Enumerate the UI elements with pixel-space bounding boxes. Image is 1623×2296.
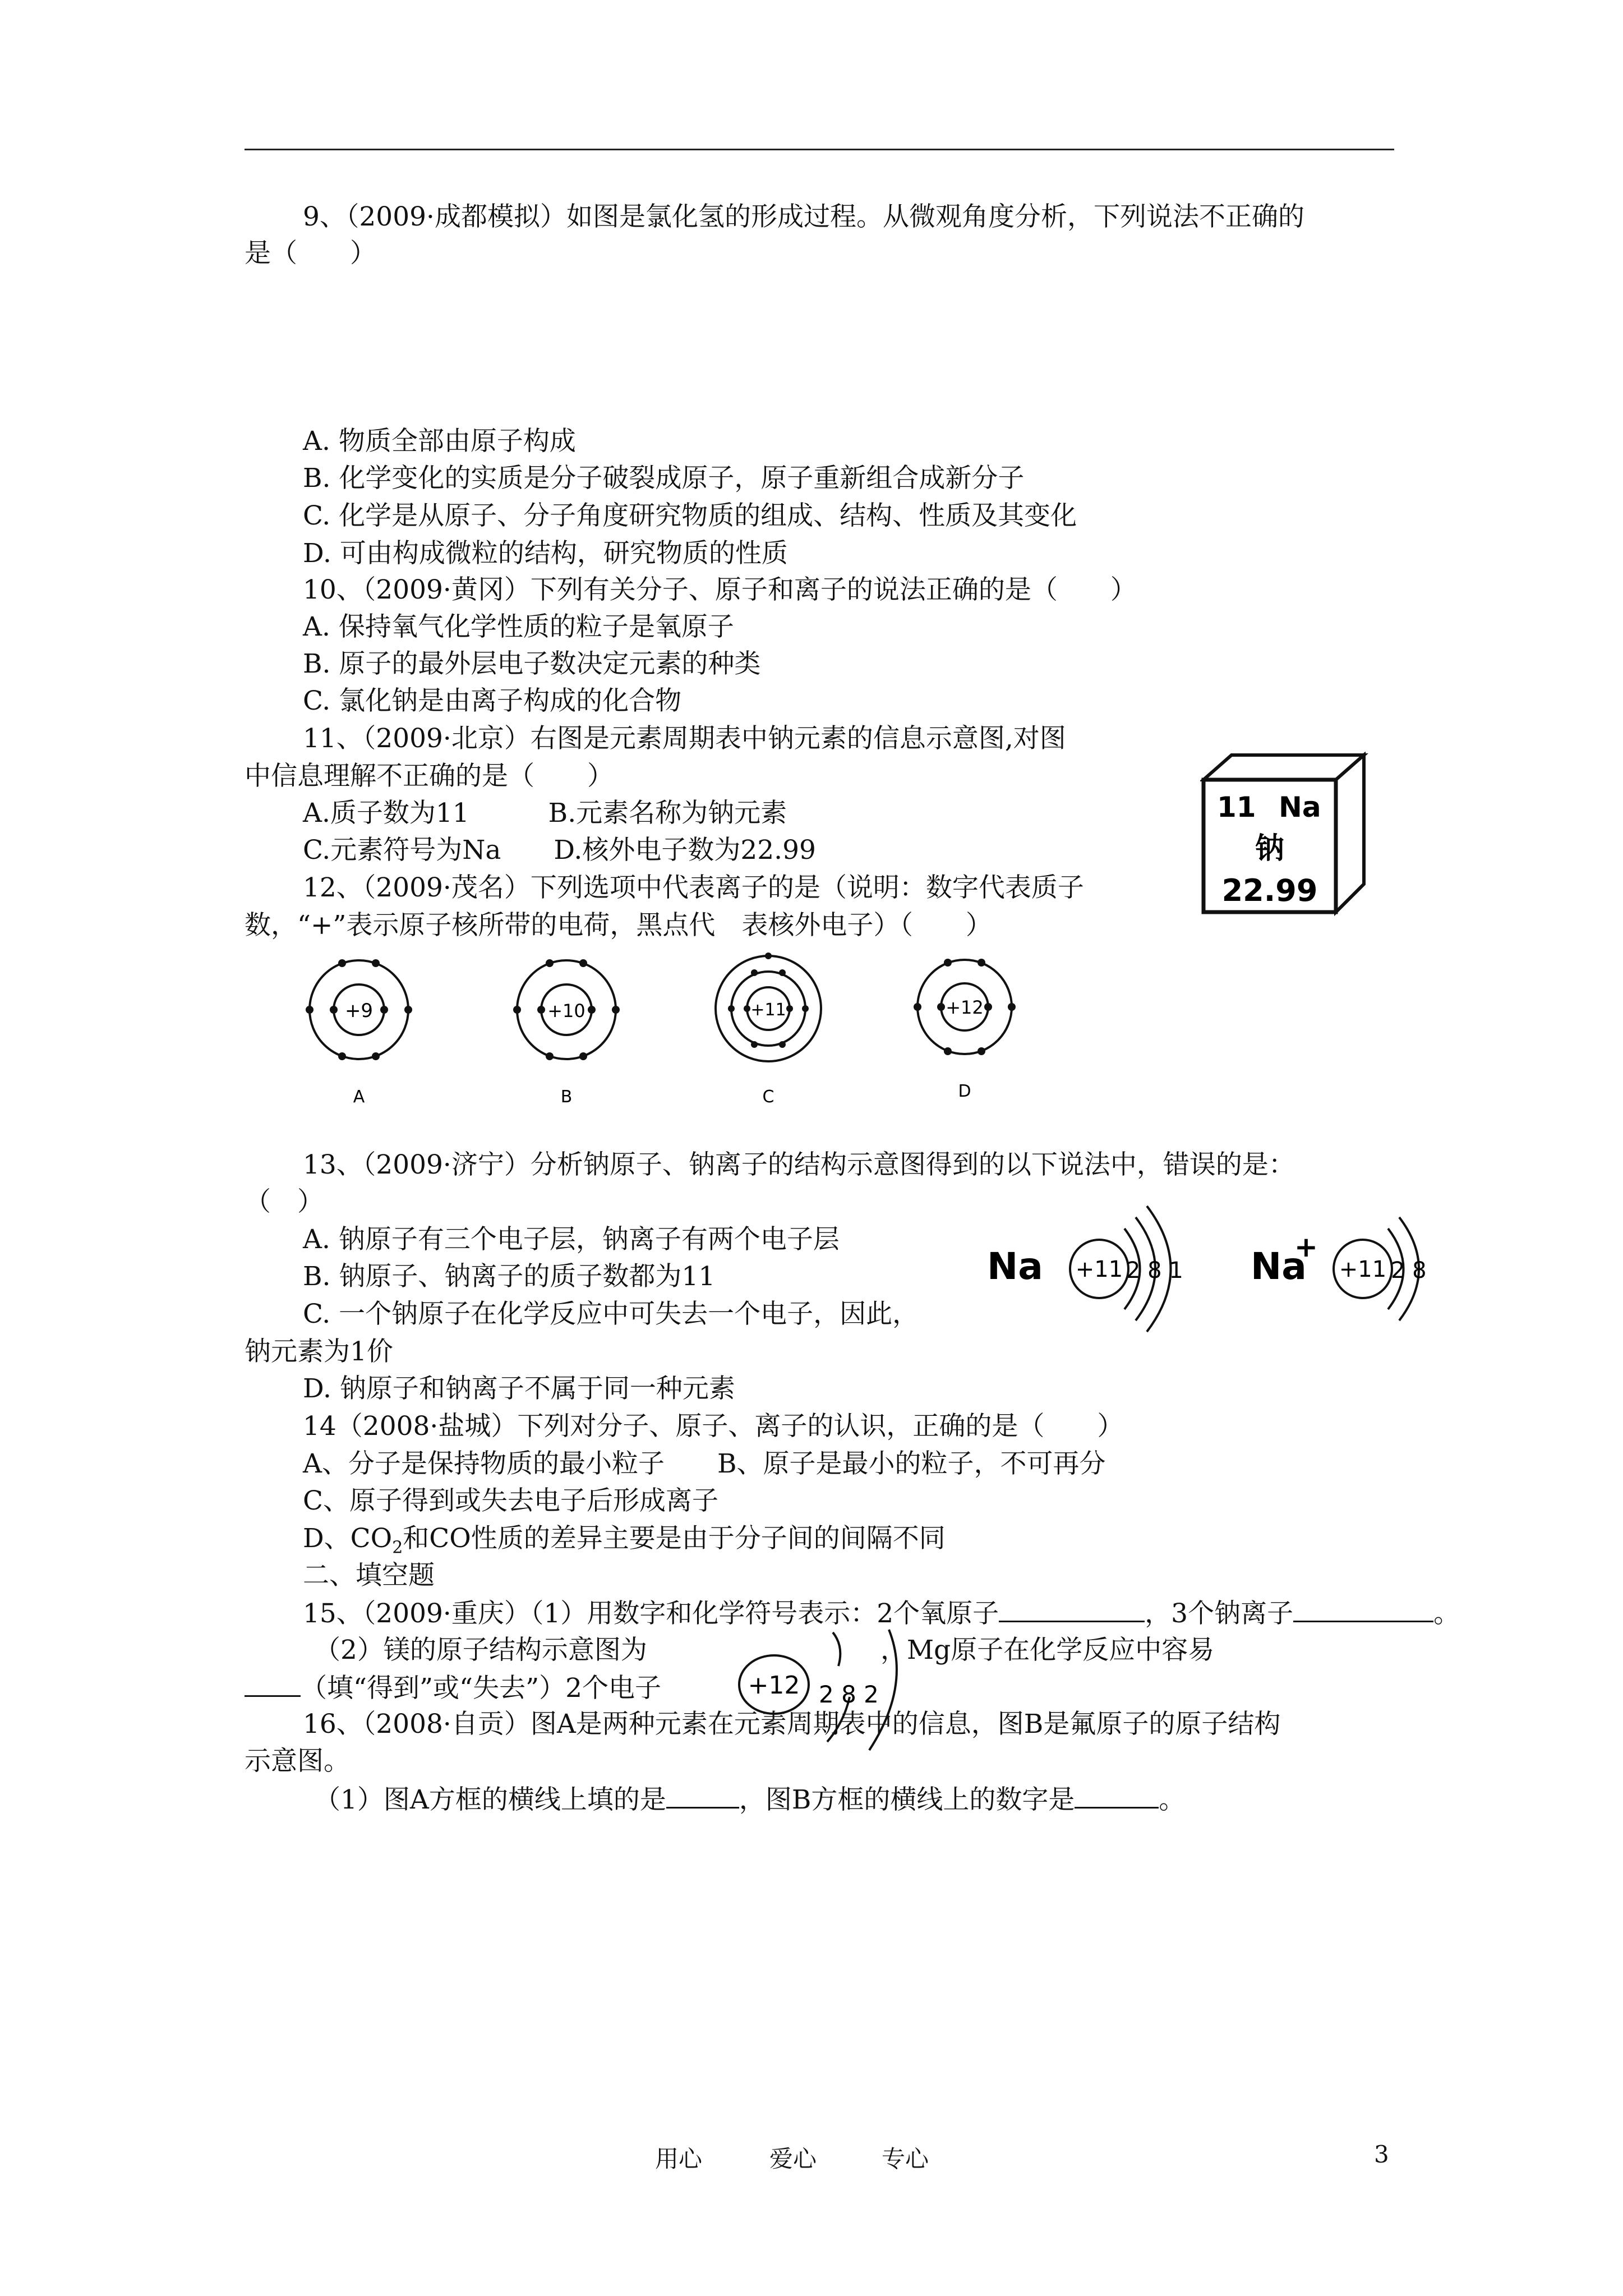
q13-stem: 13、（2009·济宁）分析钠原子、钠离子的结构示意图得到的以下说法中，错误的是： [303, 1149, 1295, 1180]
diagram-d-label: D [958, 1082, 971, 1101]
diagram-c [716, 953, 821, 1107]
q13-option-c-cont: 钠元素为1价 [245, 1336, 393, 1367]
q16-text-a: （1）图A方框的横线上填的是 [314, 1784, 666, 1815]
diagram-b-nucleus: +10 [547, 1000, 585, 1022]
footer-item-1: 用心 [655, 2145, 703, 2173]
q13-option-b: B. 钠原子、钠离子的质子数都为11 [303, 1261, 716, 1292]
q10-option-c: C. 氯化钠是由离子构成的化合物 [303, 685, 682, 716]
diagram-d [914, 959, 1016, 1101]
q14-option-c: C、原子得到或失去电子后形成离子 [303, 1485, 718, 1516]
q9-option-b: B. 化学变化的实质是分子破裂成原子，原子重新组合成新分子 [303, 463, 1025, 494]
sodium-element-box [1200, 752, 1374, 920]
q15-line3 [245, 1671, 661, 1705]
diagram-c-label: C [762, 1087, 774, 1107]
q12-stem-cont: 数，“+”表示原子核所带的电荷，黑点代 表核外电子）（ ） [245, 910, 992, 941]
q13-option-c: C. 一个钠原子在化学反应中可失去一个电子，因此， [303, 1299, 919, 1329]
q15-text-a: 15、（2009·重庆）（1）用数字和化学符号表示：2个氧原子 [303, 1598, 999, 1629]
sodium-structure-diagrams [987, 1195, 1447, 1341]
q11-options-cd: C.元素符号为Na D.核外电子数为22.99 [303, 835, 816, 866]
na-atom-symbol: Na [987, 1245, 1043, 1288]
q9-option-c: C. 化学是从原子、分子角度研究物质的组成、结构、性质及其变化 [303, 500, 1077, 531]
q16-question-1 [314, 1782, 1185, 1817]
q10-stem: 10、（2009·黄冈）下列有关分子、原子和离子的说法正确的是（ ） [303, 574, 1137, 605]
sodium-ion-diagram [1251, 1217, 1427, 1320]
q16-blank-a[interactable] [666, 1782, 739, 1809]
q10-option-b: B. 原子的最外层电子数决定元素的种类 [303, 648, 761, 679]
na-ion-shells: 2 8 [1391, 1258, 1427, 1283]
diagram-d-nucleus: +12 [946, 997, 984, 1018]
q14-option-d [303, 1522, 946, 1565]
na-ion-nucleus: +11 [1339, 1257, 1387, 1282]
q15-line2-a: （2）镁的原子结构示意图为 [314, 1635, 647, 1665]
q11-stem: 11、（2009·北京）右图是元素周期表中钠元素的信息示意图,对图 [303, 723, 1066, 754]
na-ion-symbol: Na [1251, 1245, 1307, 1288]
footer-item-2: 爱心 [769, 2145, 817, 2173]
q16-stem-cont: 示意图。 [245, 1746, 350, 1777]
q9-option-a: A. 物质全部由原子构成 [303, 426, 576, 457]
ion-diagrams [292, 942, 1105, 1111]
q14-d-prefix: D、CO [303, 1523, 393, 1554]
element-symbol: Na [1279, 791, 1321, 823]
diagram-a-label: A [353, 1087, 365, 1107]
magnesium-structure-diagram [729, 1624, 920, 1764]
q13-option-d: D. 钠原子和钠离子不属于同一种元素 [303, 1373, 735, 1404]
q16-stem: 16、（2008·自贡）图A是两种元素在元素周期表中的信息，图B是氟原子的原子结构 [303, 1709, 1281, 1740]
element-number: 11 [1217, 791, 1256, 823]
q9-option-d: D. 可由构成微粒的结构，研究物质的性质 [303, 538, 788, 569]
diagram-b-label-text: B [560, 1087, 573, 1107]
header-rule [245, 149, 1394, 150]
q16-text-c: 。 [1159, 1784, 1186, 1815]
q15-text-line3: （填“得到”或“失去”）2个电子 [301, 1673, 662, 1704]
q15-blank-oxygen[interactable] [999, 1596, 1145, 1622]
q15-blank-gain-lose[interactable] [245, 1671, 301, 1697]
na-atom-nucleus: +11 [1075, 1257, 1123, 1282]
q13-option-a: A. 钠原子有三个电子层，钠离子有两个电子层 [303, 1224, 840, 1255]
element-mass: 22.99 [1221, 873, 1318, 908]
mg-nucleus: +12 [748, 1671, 800, 1700]
page-number: 3 [1374, 2141, 1389, 2168]
q16-text-b: ，图B方框的横线上的数字是 [739, 1784, 1075, 1815]
diagram-a [306, 959, 412, 1107]
footer-item-3: 专心 [882, 2145, 929, 2173]
diagram-b [513, 959, 620, 1107]
section-fill-in: 二、填空题 [303, 1560, 435, 1591]
q14-options-ab: A、分子是保持物质的最小粒子 B、原子是最小的粒子，不可再分 [303, 1448, 1106, 1479]
sodium-atom-diagram [987, 1206, 1183, 1332]
q11-options-ab: A.质子数为11 B.元素名称为钠元素 [303, 798, 787, 829]
q15-text-b: ，3个钠离子 [1145, 1598, 1294, 1629]
q15-blank-sodium-ion[interactable] [1293, 1596, 1433, 1622]
diagram-c-nucleus: +11 [750, 1000, 786, 1020]
q9-stem-cont: 是（ ） [245, 238, 376, 269]
q15-line2-b: ，Mg原子在化学反应中容易 [880, 1635, 1215, 1665]
q13-stem-cont: （ ） [245, 1186, 324, 1217]
q12-stem: 12、（2009·茂名）下列选项中代表离子的是（说明：数字代表质子 [303, 872, 1084, 903]
q14-d-subscript: 2 [392, 1538, 403, 1558]
q9-stem: 9、（2009·成都模拟）如图是氯化氢的形成过程。从微观角度分析，下列说法不正确的 [303, 201, 1304, 232]
na-atom-shells: 2 8 1 [1126, 1258, 1183, 1283]
q14-d-suffix: 和CO性质的差异主要是由于分子间的间隔不同 [403, 1523, 946, 1554]
na-ion-charge: + [1294, 1231, 1318, 1263]
element-name: 钠 [1255, 831, 1285, 866]
q10-option-a: A. 保持氧气化学性质的粒子是氧原子 [303, 611, 734, 642]
q14-stem: 14（2008·盐城）下列对分子、原子、离子的认识，正确的是（ ） [303, 1411, 1124, 1442]
q16-blank-b[interactable] [1075, 1782, 1159, 1809]
diagram-a-nucleus: +9 [344, 1000, 374, 1022]
q11-stem-cont: 中信息理解不正确的是（ ） [245, 761, 614, 792]
q15-text-c: 。 [1433, 1598, 1460, 1629]
mg-shells: 2 8 2 [819, 1681, 879, 1708]
